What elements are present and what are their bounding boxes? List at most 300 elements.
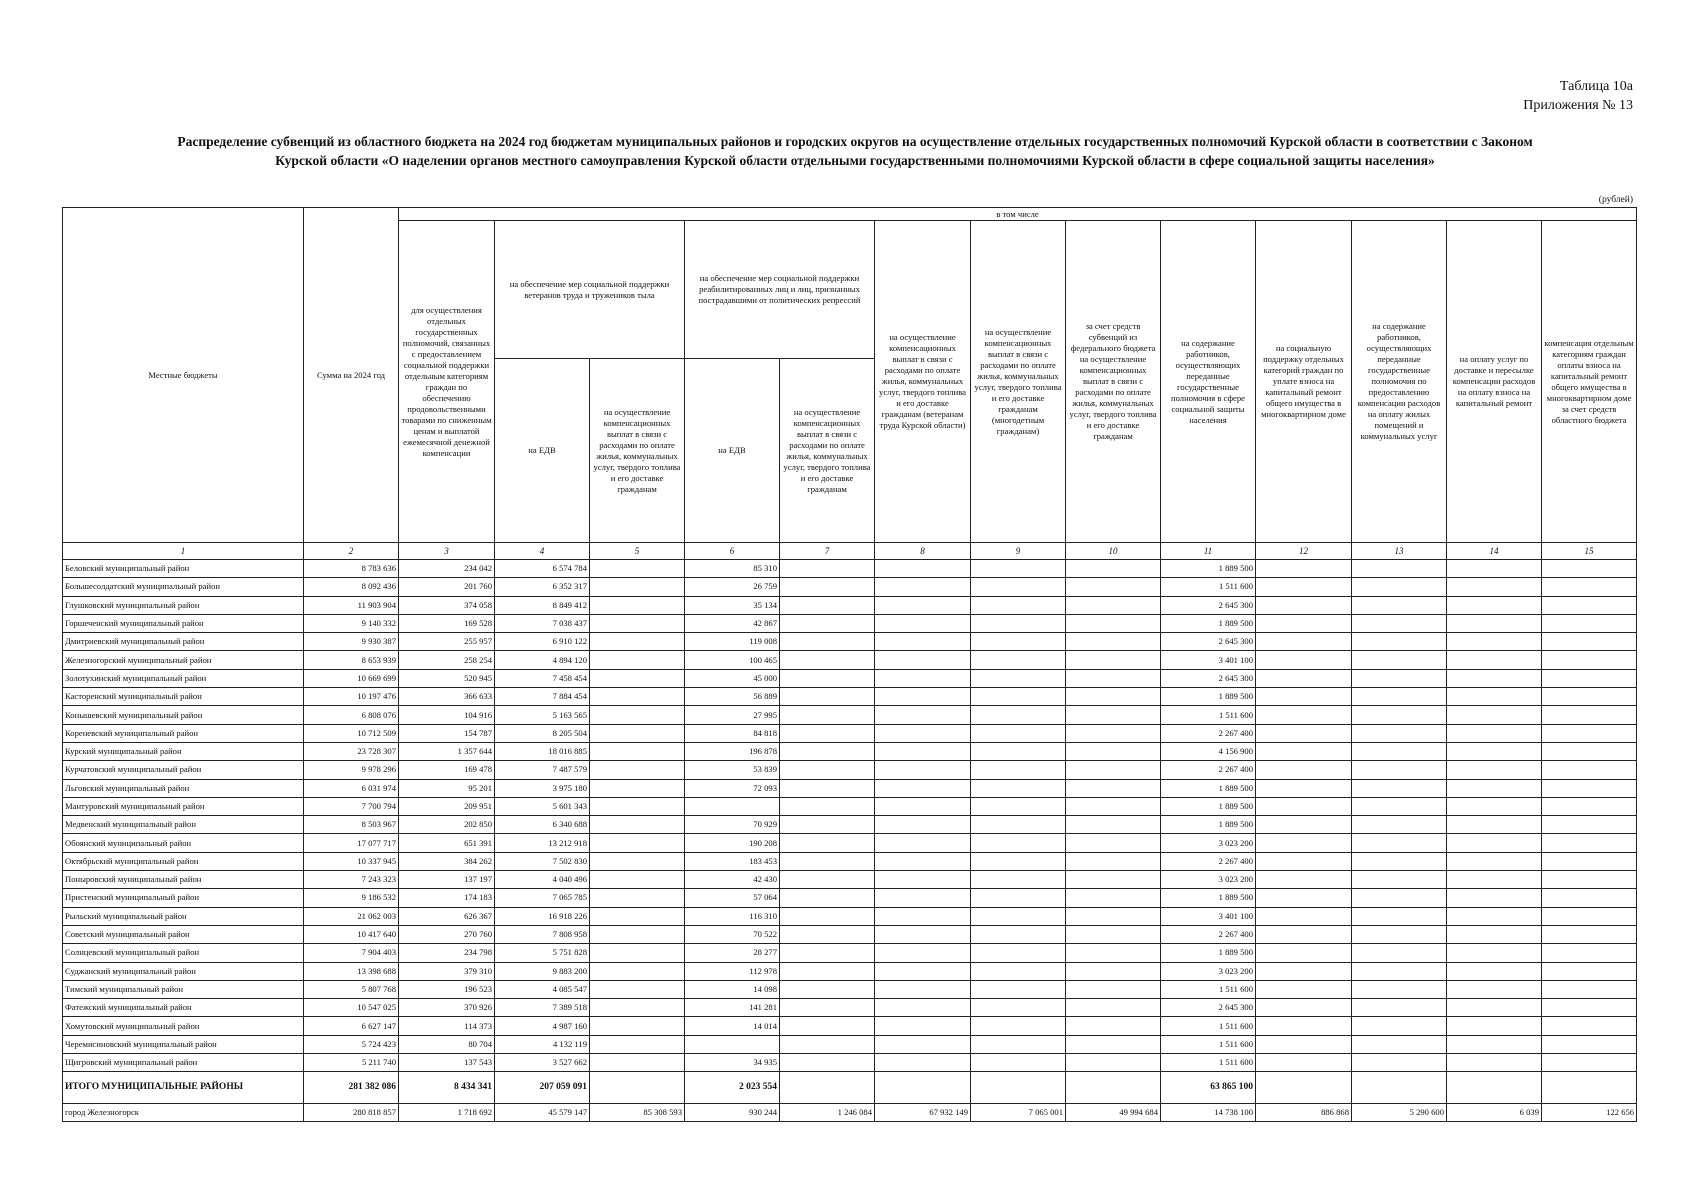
value-cell-col-15: 122 656 — [1542, 1104, 1637, 1122]
budget-name-cell: ИТОГО МУНИЦИПАЛЬНЫЕ РАЙОНЫ — [63, 1072, 304, 1104]
value-cell-col-10 — [1066, 1035, 1161, 1053]
value-cell-col-2: 281 382 086 — [304, 1072, 399, 1104]
value-cell-col-12 — [1256, 962, 1352, 980]
table-row — [63, 596, 1637, 614]
budget-name-cell: Конышевский муниципальный район — [63, 706, 304, 724]
value-cell-col-2: 9 186 532 — [304, 889, 399, 907]
value-cell-col-2: 10 669 699 — [304, 669, 399, 687]
value-cell-col-6: 14 098 — [685, 980, 780, 998]
value-cell-col-10 — [1066, 779, 1161, 797]
value-cell-col-3: 80 704 — [399, 1035, 495, 1053]
value-cell-col-5 — [590, 852, 685, 870]
value-cell-col-2: 5 807 768 — [304, 980, 399, 998]
value-cell-col-15 — [1542, 925, 1637, 943]
value-cell-col-14 — [1447, 706, 1542, 724]
value-cell-col-12 — [1256, 797, 1352, 815]
value-cell-col-11: 4 156 900 — [1161, 742, 1256, 760]
value-cell-col-11: 1 511 600 — [1161, 1017, 1256, 1035]
value-cell-col-8 — [875, 797, 971, 815]
value-cell-col-6: 183 453 — [685, 852, 780, 870]
value-cell-col-13 — [1352, 614, 1447, 632]
table-row — [63, 779, 1637, 797]
value-cell-col-13 — [1352, 889, 1447, 907]
value-cell-col-3: 95 201 — [399, 779, 495, 797]
title-line-1: Распределение субвенций из областного бюджета на 2024 год бюджетам муниципальных районов и городских округов на осуществление отдельных государственных полномочий Курской области в соответствии с Законом — [177, 134, 1533, 149]
value-cell-col-12 — [1256, 944, 1352, 962]
header-local-budgets: Местные бюджеты — [63, 208, 304, 543]
budget-name-cell: Льговский муниципальный район — [63, 779, 304, 797]
value-cell-col-2: 7 700 794 — [304, 797, 399, 815]
value-cell-col-9 — [971, 834, 1066, 852]
column-number: 2 — [304, 543, 399, 560]
value-cell-col-10 — [1066, 980, 1161, 998]
value-cell-col-15 — [1542, 980, 1637, 998]
value-cell-col-8 — [875, 980, 971, 998]
value-cell-col-7 — [780, 761, 875, 779]
header-col-6: на ЕДВ — [685, 359, 780, 543]
value-cell-col-15 — [1542, 1054, 1637, 1072]
value-cell-col-8: 67 932 149 — [875, 1104, 971, 1122]
value-cell-col-5 — [590, 871, 685, 889]
value-cell-col-5 — [590, 944, 685, 962]
value-cell-col-6: 930 244 — [685, 1104, 780, 1122]
value-cell-col-15 — [1542, 742, 1637, 760]
budget-name-cell: Беловский муниципальный район — [63, 560, 304, 578]
value-cell-col-7 — [780, 797, 875, 815]
value-cell-col-6: 28 277 — [685, 944, 780, 962]
value-cell-col-14 — [1447, 925, 1542, 943]
table-row — [63, 1017, 1637, 1035]
value-cell-col-8 — [875, 779, 971, 797]
value-cell-col-6: 14 014 — [685, 1017, 780, 1035]
value-cell-col-2: 7 904 403 — [304, 944, 399, 962]
budget-name-cell: Пристенский муниципальный район — [63, 889, 304, 907]
value-cell-col-10 — [1066, 1054, 1161, 1072]
value-cell-col-9 — [971, 742, 1066, 760]
value-cell-col-12 — [1256, 834, 1352, 852]
value-cell-col-2: 10 417 640 — [304, 925, 399, 943]
value-cell-col-14 — [1447, 633, 1542, 651]
value-cell-col-6: 56 889 — [685, 688, 780, 706]
value-cell-col-15 — [1542, 779, 1637, 797]
value-cell-col-6: 53 839 — [685, 761, 780, 779]
value-cell-col-3: 1 357 644 — [399, 742, 495, 760]
value-cell-col-8 — [875, 1072, 971, 1104]
value-cell-col-10 — [1066, 669, 1161, 687]
value-cell-col-13 — [1352, 742, 1447, 760]
value-cell-col-11: 2 645 300 — [1161, 596, 1256, 614]
table-row — [63, 907, 1637, 925]
value-cell-col-13 — [1352, 560, 1447, 578]
value-cell-col-5 — [590, 816, 685, 834]
table-row — [63, 1054, 1637, 1072]
value-cell-col-15 — [1542, 871, 1637, 889]
value-cell-col-7 — [780, 980, 875, 998]
value-cell-col-2: 10 197 476 — [304, 688, 399, 706]
value-cell-col-6: 72 093 — [685, 779, 780, 797]
value-cell-col-5 — [590, 980, 685, 998]
value-cell-col-11: 1 889 500 — [1161, 688, 1256, 706]
value-cell-col-13 — [1352, 962, 1447, 980]
value-cell-col-12 — [1256, 761, 1352, 779]
column-number: 5 — [590, 543, 685, 560]
value-cell-col-3: 258 254 — [399, 651, 495, 669]
value-cell-col-4: 6 352 317 — [495, 578, 590, 596]
budget-name-cell: Фатежский муниципальный район — [63, 999, 304, 1017]
value-cell-col-2: 10 337 945 — [304, 852, 399, 870]
value-cell-col-7 — [780, 962, 875, 980]
value-cell-col-12 — [1256, 1072, 1352, 1104]
value-cell-col-12 — [1256, 560, 1352, 578]
value-cell-col-4: 7 502 830 — [495, 852, 590, 870]
value-cell-col-10 — [1066, 834, 1161, 852]
value-cell-col-2: 10 547 025 — [304, 999, 399, 1017]
value-cell-col-14 — [1447, 688, 1542, 706]
value-cell-col-5 — [590, 578, 685, 596]
value-cell-col-3: 169 528 — [399, 614, 495, 632]
budget-name-cell: Курский муниципальный район — [63, 742, 304, 760]
column-number: 3 — [399, 543, 495, 560]
value-cell-col-13 — [1352, 944, 1447, 962]
value-cell-col-12: 886 868 — [1256, 1104, 1352, 1122]
value-cell-col-13 — [1352, 596, 1447, 614]
value-cell-col-12 — [1256, 596, 1352, 614]
value-cell-col-2: 6 627 147 — [304, 1017, 399, 1035]
value-cell-col-11: 3 401 100 — [1161, 907, 1256, 925]
value-cell-col-2: 10 712 509 — [304, 724, 399, 742]
value-cell-col-4: 6 574 784 — [495, 560, 590, 578]
value-cell-col-9 — [971, 907, 1066, 925]
value-cell-col-10 — [1066, 797, 1161, 815]
value-cell-col-3: 209 951 — [399, 797, 495, 815]
value-cell-col-3: 366 633 — [399, 688, 495, 706]
value-cell-col-7 — [780, 706, 875, 724]
value-cell-col-13 — [1352, 1017, 1447, 1035]
value-cell-col-10 — [1066, 688, 1161, 706]
value-cell-col-11: 1 511 600 — [1161, 1054, 1256, 1072]
value-cell-col-13 — [1352, 980, 1447, 998]
value-cell-col-13 — [1352, 816, 1447, 834]
value-cell-col-8 — [875, 1017, 971, 1035]
value-cell-col-9 — [971, 1017, 1066, 1035]
budget-name-cell: Советский муниципальный район — [63, 925, 304, 943]
value-cell-col-15 — [1542, 669, 1637, 687]
value-cell-col-13 — [1352, 871, 1447, 889]
value-cell-col-3: 202 850 — [399, 816, 495, 834]
value-cell-col-7 — [780, 651, 875, 669]
table-row — [63, 742, 1637, 760]
value-cell-col-8 — [875, 944, 971, 962]
value-cell-col-4: 13 212 918 — [495, 834, 590, 852]
value-cell-col-7 — [780, 560, 875, 578]
header-group-rehabilitated: на обеспечение мер социальной поддержки реабилитированных лиц и лиц, признанных пострадавшими от политических репрессий — [685, 221, 875, 359]
value-cell-col-14 — [1447, 980, 1542, 998]
value-cell-col-15 — [1542, 1017, 1637, 1035]
value-cell-col-12 — [1256, 999, 1352, 1017]
value-cell-col-5 — [590, 999, 685, 1017]
city-row — [63, 1104, 1637, 1122]
value-cell-col-14 — [1447, 834, 1542, 852]
value-cell-col-13 — [1352, 797, 1447, 815]
value-cell-col-5 — [590, 1072, 685, 1104]
value-cell-col-14 — [1447, 724, 1542, 742]
value-cell-col-3: 370 926 — [399, 999, 495, 1017]
value-cell-col-11: 2 645 300 — [1161, 999, 1256, 1017]
value-cell-col-15 — [1542, 688, 1637, 706]
value-cell-col-10 — [1066, 889, 1161, 907]
value-cell-col-11: 1 889 500 — [1161, 944, 1256, 962]
value-cell-col-14 — [1447, 1035, 1542, 1053]
value-cell-col-15 — [1542, 944, 1637, 962]
value-cell-col-2: 9 978 296 — [304, 761, 399, 779]
table-body — [63, 560, 1637, 1122]
value-cell-col-14 — [1447, 797, 1542, 815]
value-cell-col-10 — [1066, 578, 1161, 596]
value-cell-col-14 — [1447, 999, 1542, 1017]
value-cell-col-7 — [780, 1017, 875, 1035]
value-cell-col-7 — [780, 907, 875, 925]
header-col-15: компенсация отдельным категориям граждан оплаты взноса на капитальный ремонт общего имущества в многоквартирном доме за счет средств областного бюджета — [1542, 221, 1637, 543]
value-cell-col-4: 7 808 958 — [495, 925, 590, 943]
value-cell-col-14 — [1447, 614, 1542, 632]
value-cell-col-10 — [1066, 852, 1161, 870]
value-cell-col-5 — [590, 797, 685, 815]
value-cell-col-5 — [590, 651, 685, 669]
value-cell-col-15 — [1542, 1035, 1637, 1053]
value-cell-col-9 — [971, 578, 1066, 596]
value-cell-col-5 — [590, 742, 685, 760]
table-row — [63, 852, 1637, 870]
budget-name-cell: Железногорский муниципальный район — [63, 651, 304, 669]
value-cell-col-11: 1 889 500 — [1161, 816, 1256, 834]
value-cell-col-12 — [1256, 633, 1352, 651]
value-cell-col-6: 141 281 — [685, 999, 780, 1017]
value-cell-col-6: 57 064 — [685, 889, 780, 907]
value-cell-col-3: 154 787 — [399, 724, 495, 742]
table-header — [63, 208, 1637, 560]
total-row — [63, 1072, 1637, 1104]
column-number: 11 — [1161, 543, 1256, 560]
value-cell-col-2: 8 653 939 — [304, 651, 399, 669]
value-cell-col-9 — [971, 724, 1066, 742]
value-cell-col-12 — [1256, 871, 1352, 889]
value-cell-col-5 — [590, 614, 685, 632]
value-cell-col-15 — [1542, 889, 1637, 907]
value-cell-col-7 — [780, 779, 875, 797]
value-cell-col-9 — [971, 651, 1066, 669]
table-row — [63, 614, 1637, 632]
column-number: 7 — [780, 543, 875, 560]
table-row — [63, 688, 1637, 706]
header-col-11: на содержание работников, осуществляющих переданные государственные полномочия в сфере социальной защиты населения — [1161, 221, 1256, 543]
value-cell-col-9 — [971, 871, 1066, 889]
table-row — [63, 944, 1637, 962]
value-cell-col-8 — [875, 999, 971, 1017]
table-row — [63, 724, 1637, 742]
value-cell-col-12 — [1256, 816, 1352, 834]
value-cell-col-8 — [875, 742, 971, 760]
budget-name-cell: Поныровский муниципальный район — [63, 871, 304, 889]
value-cell-col-13 — [1352, 633, 1447, 651]
value-cell-col-14 — [1447, 852, 1542, 870]
value-cell-col-10 — [1066, 871, 1161, 889]
value-cell-col-13 — [1352, 651, 1447, 669]
value-cell-col-13 — [1352, 1054, 1447, 1072]
value-cell-col-7 — [780, 871, 875, 889]
value-cell-col-9 — [971, 925, 1066, 943]
table-row — [63, 669, 1637, 687]
value-cell-col-10 — [1066, 944, 1161, 962]
value-cell-col-11: 63 865 100 — [1161, 1072, 1256, 1104]
column-number: 6 — [685, 543, 780, 560]
value-cell-col-4: 5 601 343 — [495, 797, 590, 815]
header-col-12: на социальную поддержку отдельных категорий граждан по уплате взноса на капитальный ремонт общего имущества в многоквартирном доме — [1256, 221, 1352, 543]
value-cell-col-8 — [875, 669, 971, 687]
value-cell-col-15 — [1542, 999, 1637, 1017]
column-number: 10 — [1066, 543, 1161, 560]
value-cell-col-9 — [971, 669, 1066, 687]
value-cell-col-10 — [1066, 614, 1161, 632]
budget-name-cell: Тимский муниципальный район — [63, 980, 304, 998]
value-cell-col-7 — [780, 1035, 875, 1053]
value-cell-col-2: 11 903 904 — [304, 596, 399, 614]
table-row — [63, 578, 1637, 596]
value-cell-col-2: 8 503 967 — [304, 816, 399, 834]
value-cell-col-10 — [1066, 1072, 1161, 1104]
value-cell-col-12 — [1256, 1054, 1352, 1072]
value-cell-col-9 — [971, 944, 1066, 962]
value-cell-col-12 — [1256, 669, 1352, 687]
value-cell-col-8 — [875, 724, 971, 742]
value-cell-col-7 — [780, 688, 875, 706]
value-cell-col-11: 1 889 500 — [1161, 560, 1256, 578]
table-row — [63, 651, 1637, 669]
value-cell-col-4: 7 458 454 — [495, 669, 590, 687]
value-cell-col-6: 119 008 — [685, 633, 780, 651]
value-cell-col-6: 42 430 — [685, 871, 780, 889]
value-cell-col-4: 7 389 518 — [495, 999, 590, 1017]
value-cell-col-9 — [971, 688, 1066, 706]
value-cell-col-8 — [875, 816, 971, 834]
value-cell-col-4: 4 987 160 — [495, 1017, 590, 1035]
value-cell-col-4: 7 487 579 — [495, 761, 590, 779]
value-cell-col-3: 626 367 — [399, 907, 495, 925]
value-cell-col-3: 384 262 — [399, 852, 495, 870]
value-cell-col-13: 5 290 600 — [1352, 1104, 1447, 1122]
value-cell-col-9 — [971, 1035, 1066, 1053]
column-number: 9 — [971, 543, 1066, 560]
value-cell-col-5 — [590, 779, 685, 797]
value-cell-col-3: 137 197 — [399, 871, 495, 889]
value-cell-col-12 — [1256, 925, 1352, 943]
value-cell-col-14 — [1447, 779, 1542, 797]
value-cell-col-13 — [1352, 688, 1447, 706]
value-cell-col-4: 8 205 504 — [495, 724, 590, 742]
value-cell-col-7 — [780, 669, 875, 687]
value-cell-col-5 — [590, 834, 685, 852]
value-cell-col-3: 379 310 — [399, 962, 495, 980]
value-cell-col-10 — [1066, 816, 1161, 834]
value-cell-col-12 — [1256, 724, 1352, 742]
value-cell-col-13 — [1352, 1072, 1447, 1104]
value-cell-col-14 — [1447, 651, 1542, 669]
value-cell-col-6: 26 759 — [685, 578, 780, 596]
budget-name-cell: Октябрьский муниципальный район — [63, 852, 304, 870]
value-cell-col-9 — [971, 797, 1066, 815]
column-number: 13 — [1352, 543, 1447, 560]
value-cell-col-3: 234 798 — [399, 944, 495, 962]
value-cell-col-4: 3 975 180 — [495, 779, 590, 797]
value-cell-col-2: 21 062 003 — [304, 907, 399, 925]
value-cell-col-3: 520 945 — [399, 669, 495, 687]
value-cell-col-10 — [1066, 925, 1161, 943]
value-cell-col-9 — [971, 779, 1066, 797]
value-cell-col-8 — [875, 688, 971, 706]
value-cell-col-10 — [1066, 596, 1161, 614]
value-cell-col-12 — [1256, 688, 1352, 706]
value-cell-col-14 — [1447, 1054, 1542, 1072]
value-cell-col-12 — [1256, 706, 1352, 724]
budget-name-cell: Суджанский муниципальный район — [63, 962, 304, 980]
table-row — [63, 962, 1637, 980]
value-cell-col-7 — [780, 596, 875, 614]
value-cell-col-15 — [1542, 761, 1637, 779]
value-cell-col-15 — [1542, 596, 1637, 614]
value-cell-col-6: 190 208 — [685, 834, 780, 852]
value-cell-col-3: 1 718 692 — [399, 1104, 495, 1122]
value-cell-col-6: 35 134 — [685, 596, 780, 614]
value-cell-col-6: 112 978 — [685, 962, 780, 980]
value-cell-col-9 — [971, 816, 1066, 834]
value-cell-col-4: 7 884 454 — [495, 688, 590, 706]
value-cell-col-2: 5 724 423 — [304, 1035, 399, 1053]
value-cell-col-12 — [1256, 742, 1352, 760]
value-cell-col-11: 2 267 400 — [1161, 761, 1256, 779]
column-number: 12 — [1256, 543, 1352, 560]
value-cell-col-4: 5 751 828 — [495, 944, 590, 962]
value-cell-col-4: 45 579 147 — [495, 1104, 590, 1122]
value-cell-col-7 — [780, 925, 875, 943]
value-cell-col-8 — [875, 834, 971, 852]
value-cell-col-4: 5 163 565 — [495, 706, 590, 724]
value-cell-col-7 — [780, 1072, 875, 1104]
value-cell-col-6: 84 818 — [685, 724, 780, 742]
value-cell-col-9 — [971, 962, 1066, 980]
value-cell-col-4: 7 038 437 — [495, 614, 590, 632]
value-cell-col-15 — [1542, 1072, 1637, 1104]
value-cell-col-2: 23 728 307 — [304, 742, 399, 760]
value-cell-col-6 — [685, 797, 780, 815]
value-cell-col-5 — [590, 688, 685, 706]
value-cell-col-12 — [1256, 889, 1352, 907]
budget-name-cell: Дмитриевский муниципальный район — [63, 633, 304, 651]
value-cell-col-13 — [1352, 761, 1447, 779]
value-cell-col-7 — [780, 742, 875, 760]
table-row — [63, 889, 1637, 907]
value-cell-col-14 — [1447, 1072, 1542, 1104]
value-cell-col-11: 1 889 500 — [1161, 889, 1256, 907]
table-row — [63, 980, 1637, 998]
value-cell-col-15 — [1542, 834, 1637, 852]
value-cell-col-9 — [971, 706, 1066, 724]
value-cell-col-12 — [1256, 852, 1352, 870]
value-cell-col-15 — [1542, 797, 1637, 815]
value-cell-col-7: 1 246 084 — [780, 1104, 875, 1122]
value-cell-col-9 — [971, 560, 1066, 578]
value-cell-col-13 — [1352, 578, 1447, 596]
budget-name-cell: Обоянский муниципальный район — [63, 834, 304, 852]
value-cell-col-13 — [1352, 669, 1447, 687]
